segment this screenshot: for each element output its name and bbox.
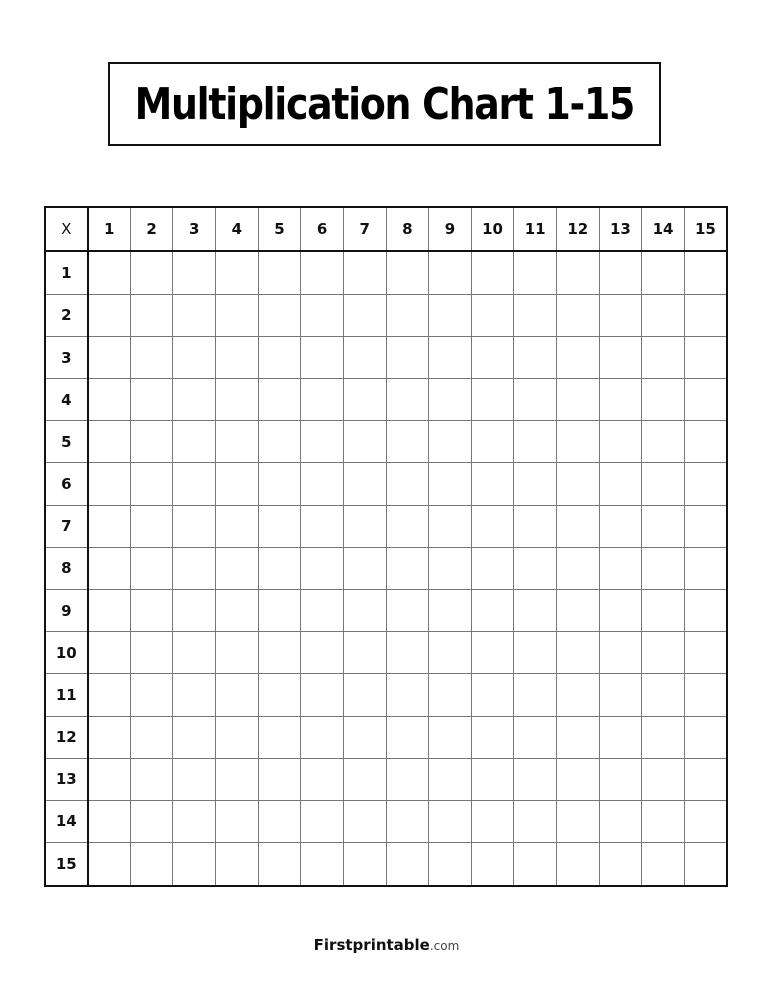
grid-cell[interactable] [343, 758, 386, 800]
grid-cell[interactable] [343, 674, 386, 716]
grid-cell[interactable] [429, 843, 472, 886]
grid-cell[interactable] [642, 800, 685, 842]
grid-cell[interactable] [471, 251, 514, 294]
grid-cell[interactable] [599, 505, 642, 547]
grid-cell[interactable] [343, 251, 386, 294]
grid-cell[interactable] [88, 336, 131, 378]
grid-cell[interactable] [173, 421, 216, 463]
row-header: 1 [45, 251, 88, 294]
column-header: 8 [386, 207, 429, 251]
grid-cell[interactable] [471, 421, 514, 463]
multiplication-grid-container [44, 206, 728, 887]
grid-cell[interactable] [343, 294, 386, 336]
grid-cell[interactable] [514, 716, 557, 758]
grid-cell[interactable] [386, 589, 429, 631]
grid-cell[interactable] [514, 294, 557, 336]
footer [0, 936, 773, 954]
table-row [45, 843, 727, 886]
column-header: 11 [514, 207, 557, 251]
column-header: 10 [471, 207, 514, 251]
grid-cell[interactable] [642, 379, 685, 421]
grid-cell[interactable] [599, 758, 642, 800]
row-header: 11 [45, 674, 88, 716]
grid-cell[interactable] [471, 589, 514, 631]
grid-cell[interactable] [258, 463, 301, 505]
grid-cell[interactable] [88, 251, 131, 294]
column-header: 3 [173, 207, 216, 251]
column-header: 2 [130, 207, 173, 251]
grid-cell[interactable] [386, 421, 429, 463]
grid-cell[interactable] [557, 336, 600, 378]
grid-cell[interactable] [343, 632, 386, 674]
grid-cell[interactable] [471, 505, 514, 547]
grid-cell[interactable] [684, 843, 727, 886]
grid-cell[interactable] [429, 379, 472, 421]
grid-cell[interactable] [343, 336, 386, 378]
grid-cell[interactable] [301, 716, 344, 758]
grid-cell[interactable] [301, 421, 344, 463]
grid-cell[interactable] [642, 589, 685, 631]
grid-cell[interactable] [216, 758, 259, 800]
grid-cell[interactable] [599, 294, 642, 336]
grid-cell[interactable] [684, 632, 727, 674]
grid-cell[interactable] [514, 589, 557, 631]
row-header: 15 [45, 843, 88, 886]
grid-cell[interactable] [173, 589, 216, 631]
grid-cell[interactable] [429, 294, 472, 336]
multiplication-grid [44, 206, 728, 887]
grid-cell[interactable] [557, 251, 600, 294]
grid-cell[interactable] [386, 294, 429, 336]
grid-cell[interactable] [301, 674, 344, 716]
grid-cell[interactable] [557, 589, 600, 631]
grid-cell[interactable] [130, 758, 173, 800]
row-header: 14 [45, 800, 88, 842]
grid-cell[interactable] [343, 547, 386, 589]
grid-cell[interactable] [173, 843, 216, 886]
grid-cell[interactable] [173, 294, 216, 336]
grid-cell[interactable] [599, 336, 642, 378]
grid-cell[interactable] [684, 505, 727, 547]
grid-cell[interactable] [130, 505, 173, 547]
grid-cell[interactable] [173, 336, 216, 378]
grid-cell[interactable] [557, 547, 600, 589]
grid-cell[interactable] [386, 674, 429, 716]
grid-cell[interactable] [684, 379, 727, 421]
grid-cell[interactable] [514, 547, 557, 589]
grid-cell[interactable] [258, 505, 301, 547]
grid-cell[interactable] [386, 379, 429, 421]
grid-cell[interactable] [514, 674, 557, 716]
grid-cell[interactable] [642, 758, 685, 800]
table-row [45, 800, 727, 842]
grid-cell[interactable] [301, 843, 344, 886]
grid-cell[interactable] [514, 379, 557, 421]
grid-cell[interactable] [557, 505, 600, 547]
grid-cell[interactable] [301, 632, 344, 674]
grid-cell[interactable] [684, 421, 727, 463]
grid-cell[interactable] [343, 589, 386, 631]
grid-cell[interactable] [642, 547, 685, 589]
grid-cell[interactable] [216, 463, 259, 505]
column-header: 14 [642, 207, 685, 251]
grid-cell[interactable] [88, 800, 131, 842]
row-header: 8 [45, 547, 88, 589]
grid-cell[interactable] [130, 463, 173, 505]
grid-cell[interactable] [88, 463, 131, 505]
grid-cell[interactable] [301, 463, 344, 505]
column-header: 4 [216, 207, 259, 251]
grid-cell[interactable] [514, 421, 557, 463]
grid-cell[interactable] [258, 758, 301, 800]
grid-body [45, 251, 727, 886]
grid-cell[interactable] [642, 632, 685, 674]
grid-cell[interactable] [343, 843, 386, 886]
grid-cell[interactable] [88, 505, 131, 547]
grid-cell[interactable] [429, 547, 472, 589]
grid-cell[interactable] [471, 758, 514, 800]
grid-cell[interactable] [173, 674, 216, 716]
grid-cell[interactable] [386, 336, 429, 378]
grid-cell[interactable] [216, 674, 259, 716]
grid-cell[interactable] [258, 632, 301, 674]
grid-cell[interactable] [130, 421, 173, 463]
page-title: Multiplication Chart 1-15 [134, 78, 635, 130]
grid-cell[interactable] [684, 800, 727, 842]
grid-cell[interactable] [386, 800, 429, 842]
grid-cell[interactable] [343, 379, 386, 421]
header-row [45, 207, 727, 251]
grid-cell[interactable] [88, 758, 131, 800]
grid-cell[interactable] [642, 716, 685, 758]
grid-cell[interactable] [642, 674, 685, 716]
grid-cell[interactable] [301, 547, 344, 589]
grid-cell[interactable] [258, 589, 301, 631]
grid-cell[interactable] [599, 421, 642, 463]
table-row [45, 294, 727, 336]
column-header: 5 [258, 207, 301, 251]
grid-cell[interactable] [173, 800, 216, 842]
row-header: 7 [45, 505, 88, 547]
grid-cell[interactable] [599, 547, 642, 589]
grid-cell[interactable] [216, 716, 259, 758]
grid-cell[interactable] [429, 632, 472, 674]
grid-cell[interactable] [258, 421, 301, 463]
grid-cell[interactable] [130, 800, 173, 842]
grid-cell[interactable] [343, 800, 386, 842]
grid-cell[interactable] [258, 251, 301, 294]
grid-cell[interactable] [599, 589, 642, 631]
grid-cell[interactable] [471, 547, 514, 589]
grid-cell[interactable] [88, 421, 131, 463]
row-header: 5 [45, 421, 88, 463]
grid-cell[interactable] [386, 843, 429, 886]
grid-cell[interactable] [599, 843, 642, 886]
grid-cell[interactable] [429, 758, 472, 800]
table-row [45, 632, 727, 674]
grid-cell[interactable] [557, 800, 600, 842]
grid-cell[interactable] [429, 800, 472, 842]
grid-cell[interactable] [216, 843, 259, 886]
grid-cell[interactable] [557, 294, 600, 336]
grid-cell[interactable] [216, 294, 259, 336]
table-row [45, 421, 727, 463]
grid-cell[interactable] [386, 547, 429, 589]
grid-cell[interactable] [514, 843, 557, 886]
grid-cell[interactable] [258, 336, 301, 378]
grid-cell[interactable] [642, 251, 685, 294]
grid-cell[interactable] [429, 505, 472, 547]
grid-cell[interactable] [258, 294, 301, 336]
grid-cell[interactable] [557, 674, 600, 716]
grid-cell[interactable] [557, 379, 600, 421]
grid-cell[interactable] [429, 421, 472, 463]
table-row [45, 547, 727, 589]
grid-cell[interactable] [301, 294, 344, 336]
grid-cell[interactable] [88, 716, 131, 758]
grid-cell[interactable] [301, 251, 344, 294]
grid-cell[interactable] [216, 547, 259, 589]
grid-cell[interactable] [514, 336, 557, 378]
table-row [45, 463, 727, 505]
footer-tld: .com [429, 939, 460, 953]
grid-cell[interactable] [557, 716, 600, 758]
grid-cell[interactable] [684, 716, 727, 758]
corner-label: X [45, 207, 88, 251]
grid-cell[interactable] [258, 547, 301, 589]
column-header: 13 [599, 207, 642, 251]
grid-cell[interactable] [471, 674, 514, 716]
grid-cell[interactable] [599, 674, 642, 716]
grid-cell[interactable] [216, 800, 259, 842]
row-header: 6 [45, 463, 88, 505]
grid-cell[interactable] [130, 251, 173, 294]
column-header: 7 [343, 207, 386, 251]
grid-cell[interactable] [599, 463, 642, 505]
column-header: 1 [88, 207, 131, 251]
grid-cell[interactable] [471, 716, 514, 758]
grid-cell[interactable] [88, 632, 131, 674]
grid-cell[interactable] [514, 463, 557, 505]
grid-cell[interactable] [216, 632, 259, 674]
grid-cell[interactable] [557, 463, 600, 505]
grid-cell[interactable] [216, 589, 259, 631]
grid-cell[interactable] [642, 843, 685, 886]
column-header: 9 [429, 207, 472, 251]
table-row [45, 251, 727, 294]
grid-cell[interactable] [471, 294, 514, 336]
grid-cell[interactable] [514, 505, 557, 547]
grid-cell[interactable] [173, 716, 216, 758]
grid-cell[interactable] [216, 421, 259, 463]
grid-cell[interactable] [514, 758, 557, 800]
grid-cell[interactable] [599, 800, 642, 842]
grid-cell[interactable] [130, 716, 173, 758]
grid-cell[interactable] [88, 589, 131, 631]
grid-cell[interactable] [173, 463, 216, 505]
grid-cell[interactable] [130, 547, 173, 589]
grid-cell[interactable] [88, 379, 131, 421]
grid-cell[interactable] [173, 251, 216, 294]
grid-cell[interactable] [684, 589, 727, 631]
table-row [45, 758, 727, 800]
grid-cell[interactable] [258, 379, 301, 421]
column-header: 15 [684, 207, 727, 251]
grid-cell[interactable] [173, 505, 216, 547]
grid-cell[interactable] [386, 758, 429, 800]
grid-cell[interactable] [301, 505, 344, 547]
grid-cell[interactable] [684, 758, 727, 800]
grid-cell[interactable] [88, 674, 131, 716]
grid-cell[interactable] [429, 251, 472, 294]
grid-cell[interactable] [216, 379, 259, 421]
grid-cell[interactable] [258, 843, 301, 886]
grid-cell[interactable] [386, 505, 429, 547]
grid-cell[interactable] [514, 800, 557, 842]
grid-cell[interactable] [343, 716, 386, 758]
grid-cell[interactable] [471, 463, 514, 505]
grid-cell[interactable] [429, 674, 472, 716]
grid-cell[interactable] [173, 379, 216, 421]
grid-cell[interactable] [642, 463, 685, 505]
grid-cell[interactable] [130, 843, 173, 886]
row-header: 13 [45, 758, 88, 800]
grid-cell[interactable] [386, 251, 429, 294]
grid-cell[interactable] [301, 800, 344, 842]
title-box [108, 62, 661, 146]
grid-cell[interactable] [88, 547, 131, 589]
row-header: 3 [45, 336, 88, 378]
grid-cell[interactable] [642, 336, 685, 378]
grid-cell[interactable] [429, 336, 472, 378]
grid-cell[interactable] [130, 674, 173, 716]
grid-cell[interactable] [386, 632, 429, 674]
grid-cell[interactable] [130, 294, 173, 336]
grid-cell[interactable] [599, 251, 642, 294]
grid-cell[interactable] [301, 589, 344, 631]
grid-cell[interactable] [429, 716, 472, 758]
grid-cell[interactable] [642, 505, 685, 547]
table-row [45, 674, 727, 716]
grid-cell[interactable] [216, 505, 259, 547]
grid-cell[interactable] [216, 336, 259, 378]
grid-cell[interactable] [642, 421, 685, 463]
grid-cell[interactable] [386, 716, 429, 758]
row-header: 9 [45, 589, 88, 631]
column-header: 12 [557, 207, 600, 251]
grid-cell[interactable] [599, 379, 642, 421]
grid-cell[interactable] [343, 463, 386, 505]
table-row [45, 379, 727, 421]
grid-cell[interactable] [684, 463, 727, 505]
grid-cell[interactable] [514, 632, 557, 674]
grid-cell[interactable] [386, 463, 429, 505]
grid-cell[interactable] [429, 463, 472, 505]
grid-cell[interactable] [130, 589, 173, 631]
row-header: 4 [45, 379, 88, 421]
grid-cell[interactable] [343, 505, 386, 547]
row-header: 2 [45, 294, 88, 336]
grid-cell[interactable] [258, 716, 301, 758]
grid-cell[interactable] [557, 843, 600, 886]
grid-cell[interactable] [599, 716, 642, 758]
grid-cell[interactable] [258, 800, 301, 842]
grid-cell[interactable] [471, 843, 514, 886]
grid-cell[interactable] [684, 674, 727, 716]
footer-brand: Firstprintable [313, 936, 430, 954]
table-row [45, 716, 727, 758]
table-row [45, 336, 727, 378]
grid-cell[interactable] [301, 758, 344, 800]
grid-cell[interactable] [684, 547, 727, 589]
row-header: 12 [45, 716, 88, 758]
grid-cell[interactable] [343, 421, 386, 463]
table-row [45, 589, 727, 631]
grid-cell[interactable] [684, 251, 727, 294]
grid-cell[interactable] [642, 294, 685, 336]
grid-cell[interactable] [88, 843, 131, 886]
grid-cell[interactable] [173, 547, 216, 589]
grid-cell[interactable] [557, 421, 600, 463]
grid-cell[interactable] [130, 379, 173, 421]
grid-cell[interactable] [471, 336, 514, 378]
grid-cell[interactable] [216, 251, 259, 294]
grid-cell[interactable] [173, 632, 216, 674]
table-row [45, 505, 727, 547]
grid-cell[interactable] [301, 336, 344, 378]
grid-cell[interactable] [684, 336, 727, 378]
grid-cell[interactable] [684, 294, 727, 336]
grid-cell[interactable] [301, 379, 344, 421]
grid-cell[interactable] [130, 632, 173, 674]
grid-cell[interactable] [173, 758, 216, 800]
grid-cell[interactable] [557, 632, 600, 674]
grid-cell[interactable] [514, 251, 557, 294]
grid-cell[interactable] [471, 379, 514, 421]
grid-cell[interactable] [557, 758, 600, 800]
grid-cell[interactable] [471, 632, 514, 674]
grid-cell[interactable] [599, 632, 642, 674]
column-header: 6 [301, 207, 344, 251]
row-header: 10 [45, 632, 88, 674]
grid-cell[interactable] [471, 800, 514, 842]
grid-cell[interactable] [130, 336, 173, 378]
grid-cell[interactable] [258, 674, 301, 716]
grid-cell[interactable] [429, 589, 472, 631]
grid-cell[interactable] [88, 294, 131, 336]
